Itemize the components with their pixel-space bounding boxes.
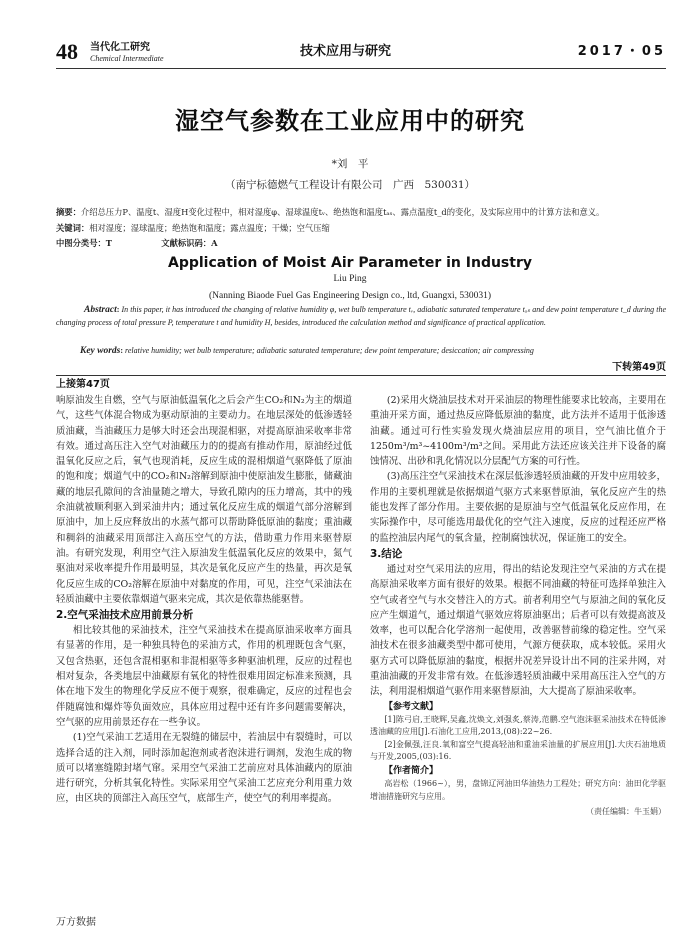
author-cn: *刘 平 — [331, 158, 369, 170]
affiliation-cn: （南宁标德燃气工程设计有限公司 广西 530031） — [224, 179, 476, 191]
reference-1: [1]陈弓启,王晓辉,吴鑫,沈焕文,刘强炙,蔡涛,范鹏.空气泡沫驱采油技术在特低渗透油藏的应用[J].石油化工应用,2013,(08):22~26. — [370, 714, 666, 737]
reference-2: [2]金佩强,汪良.氧和富空气提高轻油和重油采油量的扩展应用[J].大庆石油地质与开发,2005,(03):16. — [370, 739, 666, 762]
abstract-cn — [56, 206, 666, 220]
keywords-en: Key words: relative humidity; wet bulb temperature; adiabatic saturated temperature; dew point temperature; desiccation; air compressing — [80, 346, 534, 356]
journal-name-en: Chemical Intermediate — [90, 54, 164, 63]
paragraph-1: 响原油发生自燃，空气与原油低温氧化之后会产生CO₂和N₂为主的烟道气，这些气体混合物成为驱动原油的主要动力。在地层深处的低渗透轻质油藏，当油藏压力是够大时还会出现混相驱，对提高原油采收率非常有效。通过高压注入空气对油藏压力的的提高有推动作用，原油经过低温氧化反应之后，氧气也现消耗，反应生成的混相烟道气驱降低了原油的饱和度；烟道气中的CO₂和N₂溶解到原油中使原油发生膨胀，储藏油藏的地层孔隙间的含油量随之增大，导致孔隙内的压力增高，其中的残余油就被顺利驱入到采油井内；通过氧化反应生成的烟道气部分溶解到原油中，加上反应释放出的水蒸气都可以帮助降低原油的黏度；重油藏和稠斜的油藏采用顶部注入高压空气的方法，借助重力作用来驱替原油。有研究发现，利用空气注入原油发生低温氧化反应的效果中，氮气驱油对采收率提升作用最明显，其次是氧化反应产生的热量，再次是氧化反应生成的CO₂溶解在原油中对黏度的作用，可见，注空气采油法在轻质油藏中主要依靠烟道气驱来完成，其次是依靠热能驱替。 — [56, 395, 352, 605]
continued-to: 下转第49页 — [612, 362, 666, 373]
affiliation-en: (Nanning Biaode Fuel Gas Engineering Design co., ltd, Guangxi, 530031) — [208, 291, 492, 301]
footer-source: 万方数据 — [56, 917, 96, 928]
keywords-en-text: relative humidity; wet bulb temperature; adiabatic saturated temperature; dew point temperature; desiccation; air compressing — [125, 346, 534, 355]
left-column — [56, 377, 352, 807]
paragraph-3: (1)空气采油工艺适用在无裂缝的储层中，若油层中有裂缝时，可以选择合适的注入剂，同时添加起泡剂或者泡沫进行调剂，发泡生成的物质可以堵塞缝隙封堵气窜。采用空气采油工艺前应对具体油藏内的原油进行研究，分析其氧化特性。实际采用空气采油工艺应充分利用重力效应，由区块的顶部注入高压空气，底部生产，使空气的利用率提高。 — [56, 732, 352, 805]
abstract-en-label: Abstract — [84, 305, 117, 315]
keywords-cn-label: 关键词： — [56, 223, 90, 233]
page-number: 48 — [56, 39, 78, 64]
author-bio: 高岩松（1966~），男，盘锦辽河油田华油热力工程处；研究方向：油田化学驱增油措施研究与应用。 — [370, 779, 666, 801]
paragraph-2: 相比较其他的采油技术，注空气采油技术在提高原油采收率方面具有显著的作用，是一种独具特色的采油方式，作用的机理既包含气驱，又包含热驱，还包含混相驱和非混相驱等多种驱油机理，反应的过程也相对复杂，各类地层中油藏原有氧化的特性很难用固定标准来预测，具体在地下发生的物理化学反应不便于观察，很难确定，反应的过程也会伴随腐蚀和爆炸等负面效应，具体应用过程中还有许多问题需要解决，空气驱的应用前景还存在一些争议。 — [56, 625, 352, 728]
doc-code-value: A — [211, 238, 218, 248]
section-2-heading: 2.空气采油技术应用前景分析 — [56, 609, 194, 622]
section-3-heading: 3.结论 — [370, 547, 403, 560]
abstract-cn-text: 介绍总压力P、温度t、湿度H变化过程中，相对湿度φ、湿球温度tᵥ、绝热饱和温度tₐₛ、露点温度t_d的变化，及实际应用中的计算方法和意义。 — [80, 207, 605, 217]
author-en: Liu Ping — [333, 274, 367, 284]
article-title-en: Application of Moist Air Parameter in Industry — [167, 255, 532, 271]
article-title-cn: 湿空气参数在工业应用中的研究 — [175, 107, 525, 135]
abstract-en-text: In this paper, it has introduced the changing of relative humidity φ, wet bulb temperature tᵥ, adiabatic saturated temperature tₐₛ and dew point temperature t_d during the changing process of total pressure P, temperature t and humidity H, besides, introduced the calculation method and significance of practical application. — [56, 305, 667, 327]
abstract-en: Abstract: In this paper, it has introduced the changing of relative humidity φ, wet bulb temperature tᵥ, adiabatic saturated temperature tₐₛ and dew point temperature t_d during the changing process of total pressure P, temperature t and humidity H, besides, introduced the calculation method and significance of practical application. — [56, 305, 667, 327]
keywords-cn — [56, 222, 666, 236]
journal-name-cn: 当代化工研究 — [90, 42, 150, 53]
editor-note: （责任编辑：牛玉娟） — [586, 807, 666, 817]
right-column — [370, 393, 666, 819]
header-rule — [56, 68, 666, 69]
section-title: 技术应用与研究 — [300, 44, 392, 59]
paragraph-6: 通过对空气采用法的应用，得出的结论发现注空气采油的方式在提高原油采收率方面有很好的效果。根据不同油藏的特征可选择单独注入空气或者空气与水交替注入的方式。前者利用空气与原油之间的氧化反应产生烟道气，通过烟道气驱效应将原油驱出；后者可以有效提高波及效率，也可以配合化学溶剂一起使用，改善驱替前缘的稳定性。空气采油技术在很多油藏类型中都可使用，气源方便获取，成本较低。采用火驱方式可以降低原油的黏度，根据井况差异设计出不同的注采井网，对重油油藏的开发非常有效。在低渗透轻质油藏中采用高压注入空气的方法，利用混相烟道气驱作用来驱替原油，大大提高了原油采收率。 — [370, 563, 666, 698]
class-value: T — [105, 238, 112, 248]
paragraph-5: (3)高压注空气采油技术在深层低渗透轻质油藏的开发中应用较多，作用的主要机理就是依据烟道气驱方式来驱替原油，氧化反应产生的热能也发挥了部分作用。主要依据的是原油与空气低温氧化反应作用，在实际操作中，尽可能选用最优化的空气注入速度，反应的过程还应严格的监控油层内尾气的氧含量，控制腐蚀状况，保证施工的安全。 — [370, 471, 666, 544]
issue-number: 2017・05 — [577, 44, 666, 59]
abstract-rule — [56, 375, 666, 376]
references-heading: 【参考文献】 — [384, 701, 439, 712]
paragraph-4: (2)采用火烧油层技术对开采油层的物理性能要求比较高，主要用在重油开采方面，通过热反应降低原油的黏度，此方法并不适用于低渗透油藏。通过可行性实验发现火烧油层应用的项目，空气油比值介于1250m³/m³~4100m³/m³之间。采用此方法还应该关注并下设备的腐蚀情况、出砂和乳化情况以分层配气方案的可行性。 — [370, 395, 666, 468]
author-info-heading: 【作者简介】 — [384, 766, 439, 777]
doc-code-label: 文献标识码： — [161, 238, 212, 248]
page-header — [56, 40, 666, 66]
keywords-cn-text: 相对湿度；湿球温度；绝热饱和温度；露点温度；干燥；空气压缩 — [89, 223, 330, 233]
keywords-en-label: Key words — [80, 346, 121, 356]
class-label: 中图分类号： — [56, 238, 106, 248]
continued-from: 上接第47页 — [56, 379, 110, 390]
abstract-cn-label: 摘要： — [56, 207, 81, 217]
classification-line — [56, 237, 666, 251]
